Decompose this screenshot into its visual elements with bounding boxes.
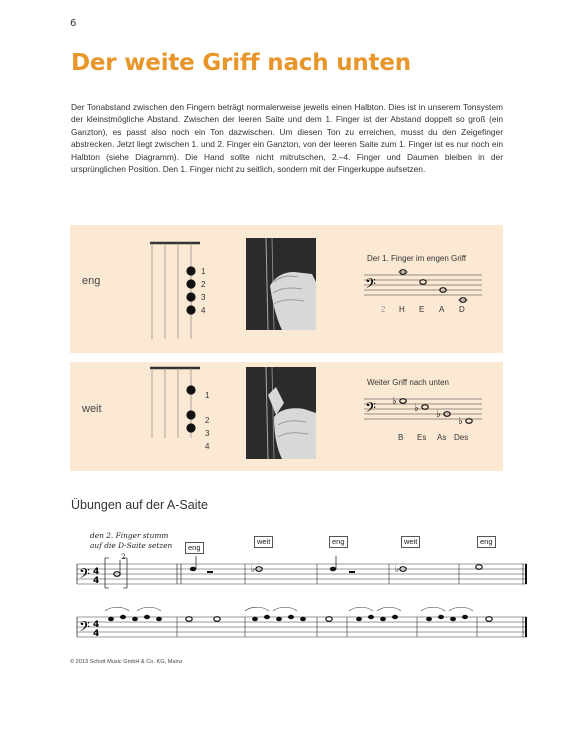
svg-text:♭: ♭ bbox=[251, 565, 256, 575]
eng-note-a: A bbox=[439, 305, 445, 314]
page-title: Der weite Griff nach unten bbox=[71, 50, 411, 76]
eng-caption: Der 1. Finger im engen Griff bbox=[367, 254, 467, 263]
svg-text:𝄢: 𝄢 bbox=[79, 566, 90, 586]
exercise-instruction-line2: auf die D-Saite setzen bbox=[90, 541, 173, 550]
weit-hand-photo bbox=[246, 367, 316, 459]
eng-finger-3: 3 bbox=[201, 293, 206, 302]
eng-finger-4: 4 bbox=[201, 306, 206, 315]
weit-note-des: Des bbox=[454, 433, 469, 442]
eng-note-e: E bbox=[419, 305, 425, 314]
fingering-panel bbox=[70, 225, 503, 471]
exercises-heading: Übungen auf der A-Saite bbox=[71, 498, 208, 512]
weit-note-as: As bbox=[437, 433, 447, 442]
eng-note-d: D bbox=[459, 305, 465, 314]
exercise-label-eng-2: eng bbox=[329, 536, 348, 548]
exercise-instruction-line1: den 2. Finger stumm bbox=[90, 531, 169, 540]
exercise-label-weit-1: weit bbox=[254, 536, 273, 548]
weit-caption: Weiter Griff nach unten bbox=[367, 378, 449, 387]
svg-text:♭: ♭ bbox=[414, 403, 419, 414]
svg-text:𝄢: 𝄢 bbox=[365, 276, 376, 296]
weit-note-es: Es bbox=[417, 433, 427, 442]
svg-text:4: 4 bbox=[93, 567, 100, 577]
exercise-staff-2 bbox=[77, 611, 529, 651]
svg-text:♭: ♭ bbox=[392, 396, 397, 407]
weit-label: weit bbox=[82, 403, 102, 415]
weit-finger-3: 3 bbox=[205, 429, 210, 438]
exercise-label-weit-2: weit bbox=[401, 536, 420, 548]
exercise-staff-1 bbox=[77, 560, 529, 600]
weit-fingerboard-diagram bbox=[150, 368, 212, 468]
weit-finger-1: 1 bbox=[205, 391, 210, 400]
weit-note-b: B bbox=[398, 433, 404, 442]
eng-hand-photo bbox=[246, 238, 316, 330]
eng-finger-1: 1 bbox=[201, 267, 206, 276]
panel-divider bbox=[70, 353, 503, 362]
weit-finger-4: 4 bbox=[205, 442, 210, 451]
eng-finger-2: 2 bbox=[201, 280, 206, 289]
weit-staff bbox=[364, 393, 494, 433]
page-number: 6 bbox=[70, 18, 77, 29]
svg-text:𝄢: 𝄢 bbox=[365, 400, 376, 420]
body-text: Der Tonabstand zwischen den Fingern beträgt normalerweise jeweils einen Halbton. Dies ist in unserem Tonsystem der kleinstmögliche Abstand. Zwischen der leeren Saite und dem 1. Finger ist der Abstand doppelt so groß (ein Ganzton), es passt also noch ein Ton dazwischen. Um diesen Ton zu erreichen, musst du den Zeigefinger abstrecken. Jetzt liegt zwischen 1. und 2. Finger ein Ganzton, von der leeren Saite zum 1. Finger ist es nur noch ein Halbton (siehe Diagramm). Die Hand sollte nicht mitrutschen, 2.–4. Finger und Daumen bleiben in der ursprünglichen Position. Den 1. Finger nicht zu seitlich, sondern mit der Fingerkuppe aufsetzen. bbox=[71, 102, 503, 175]
svg-text:4: 4 bbox=[93, 629, 100, 639]
eng-label: eng bbox=[82, 275, 101, 287]
eng-note-h: H bbox=[399, 305, 405, 314]
svg-text:4: 4 bbox=[93, 576, 100, 586]
exercise-label-eng-3: eng bbox=[477, 536, 496, 548]
exercise-finger-number: 2 bbox=[121, 552, 126, 561]
svg-text:♭: ♭ bbox=[458, 416, 463, 427]
svg-text:♭: ♭ bbox=[395, 565, 400, 575]
svg-text:♭: ♭ bbox=[436, 409, 441, 420]
weit-finger-2: 2 bbox=[205, 416, 210, 425]
svg-text:𝄢: 𝄢 bbox=[79, 619, 90, 639]
eng-note-2: 2 bbox=[381, 305, 386, 314]
exercise-label-eng-1: eng bbox=[185, 542, 204, 554]
svg-text:4: 4 bbox=[93, 620, 100, 630]
copyright: © 2013 Schott Music GmbH & Co. KG, Mainz bbox=[70, 659, 183, 665]
